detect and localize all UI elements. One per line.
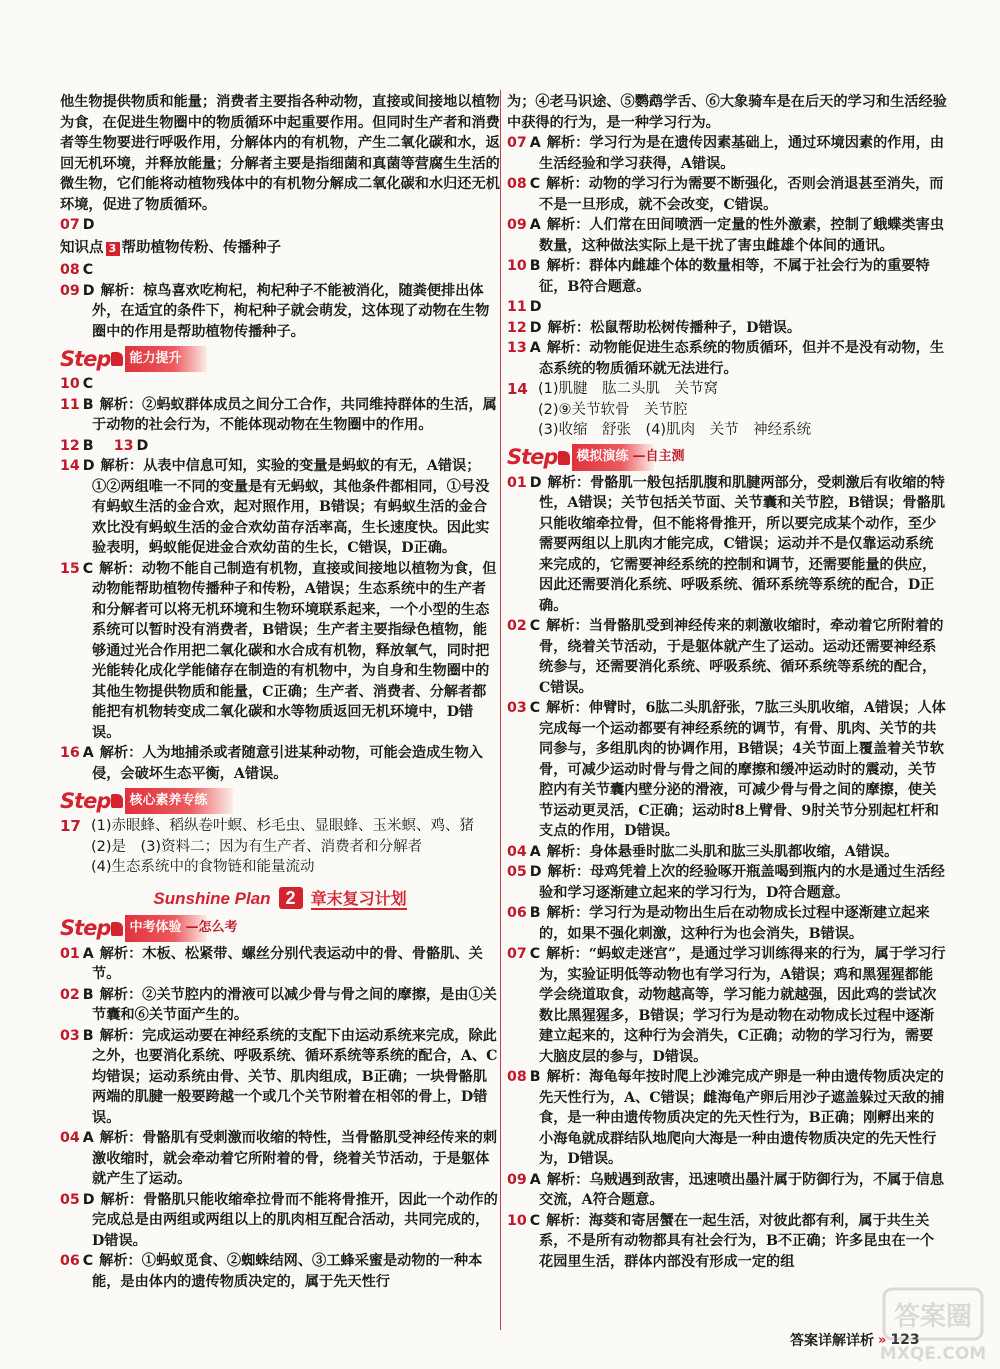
explanation-label: 解析： — [99, 945, 143, 962]
explanation-label: 解析： — [546, 618, 589, 634]
explanation-text: 椋鸟喜欢吃枸杞，枸杞种子不能被消化，随粪便排出体外，在适宜的条件下，枸杞种子就会萌发，这体现了动物在生物圈中的作用是帮助植物传播种子。 — [92, 282, 490, 340]
answer-item — [507, 473, 947, 617]
explanation-label: 解析： — [546, 340, 590, 356]
banner-number: 2 — [279, 887, 303, 909]
answer-letter: D — [529, 864, 542, 880]
explanation-label: 解析： — [546, 1069, 590, 1085]
continuation-text: 为；④老马识途、⑤鹦鹉学舌、⑥大象骑车是在后天的学习和生活经验中获得的行为，是一种学习行为。 — [507, 94, 947, 131]
explanation-text: 母鸡凭着上次的经验啄开瓶盖喝到瓶内的水是通过生活经验和学习逐渐建立起来的学习行为，D符合题意。 — [539, 864, 945, 901]
answer-letter: C — [529, 618, 541, 634]
answer-letter: A — [82, 1130, 94, 1146]
question-number: 11 — [507, 299, 527, 315]
question-number: 13 — [113, 437, 134, 454]
question-number: 05 — [60, 1191, 80, 1208]
answer-letter: A — [529, 843, 541, 860]
answer-item — [60, 743, 500, 784]
answer-letter: D — [82, 282, 95, 299]
answer-item — [60, 1128, 500, 1190]
answer-letter: D — [82, 1191, 95, 1208]
answer-item — [507, 616, 947, 698]
question-number: 01 — [507, 474, 527, 491]
answer-letter: A — [82, 745, 94, 761]
answer-letter: C — [529, 700, 541, 716]
knowledge-point-badge: 3 — [106, 242, 120, 256]
answer-line: (3)收缩 舒张 (4)肌肉 关节 神经系统 — [538, 422, 812, 438]
banner-title: 章末复习计划 — [310, 890, 407, 908]
question-number: 08 — [507, 176, 527, 192]
answer-item — [60, 215, 500, 236]
explanation-label: 解析： — [99, 1253, 142, 1269]
explanation-label: 解析： — [99, 396, 143, 413]
answer-item — [60, 395, 500, 436]
explanation-label: 解析： — [546, 905, 590, 921]
explanation-label: 解析： — [546, 258, 590, 274]
question-number: 02 — [60, 986, 80, 1003]
answer-letter: C — [82, 1253, 94, 1269]
question-number: 10 — [507, 258, 527, 274]
question-number: 09 — [507, 1171, 527, 1188]
question-number: 09 — [60, 282, 80, 299]
explanation-text: 从表中信息可知，实验的变量是蚂蚁的有无，A错误；①②两组唯一不同的变量是有无蚂蚁，其他条件都相同，①号没有蚂蚁生活的金合欢，起对照作用，B错误；有蚂蚁生活的金合欢比没有蚂蚁生活的金合欢幼苗存活率高，生长速度快。因此实验表明，蚂蚁能促进金合欢幼苗的生长，C错误，D正确。 — [92, 458, 490, 556]
step-title: 核心素养专练 — [125, 788, 233, 815]
answer-letter: D — [529, 299, 542, 315]
page-number: 123 — [890, 1332, 920, 1348]
answer-letter: C — [529, 176, 541, 192]
explanation-text: 动物的学习行为需要不断强化，否则会消退甚至消失，而不是一旦形成，就不会改变，C错误。 — [539, 176, 944, 213]
question-number: 10 — [507, 1212, 527, 1229]
explanation-text: 动物不能自己制造有机物，直接或间接地以植物为食，但动物能帮助植物传播种子和传粉，A错误；生态系统中的生产者和分解者可以将无机环境和生物环境联系起来，一个小型的生态系统可以暂时没有消费者，B错误；生产者主要指绿色植物，能够通过光合作用把二氧化碳和水合成有机物，释放氧气，同时把光能转化成化学能储存在制造的有机物中，为自身和生物圈中的其他生物提供物质和能量，C正确；生产者、消费者、分解者都能把有机物转变成二氧化碳和水等物质返回无机环境中，D错误。 — [92, 560, 497, 741]
answer-item — [60, 559, 500, 744]
watermark-text-2: MXQE.COM — [879, 1344, 987, 1364]
knowledge-point-prefix: 知识点 — [60, 239, 104, 256]
step-subtitle: —自主测 — [632, 449, 685, 465]
answer-item — [507, 256, 947, 297]
explanation-text: 动物能促进生态系统的物质循环，但并不是没有动物，生态系统的物质循环就无法进行。 — [539, 340, 945, 377]
column-divider — [500, 90, 501, 1330]
question-number: 06 — [507, 905, 527, 921]
step-logo: Step — [60, 788, 111, 813]
answer-line: (1)赤眼蜂、稻纵卷叶螟、杉毛虫、显眼蜂、玉米螟、鸡、猪 — [91, 818, 475, 834]
explanation-text: 身体悬垂时肱二头肌和肱三头肌都收缩，A错误。 — [589, 843, 899, 860]
answer-item — [507, 1067, 947, 1170]
explanation-label: 解析： — [100, 458, 144, 474]
explanation-label: 解析： — [547, 319, 591, 336]
explanation-text: 松鼠帮助松树传播种子，D错误。 — [590, 319, 802, 336]
question-number: 12 — [60, 437, 80, 454]
answer-item — [60, 436, 500, 457]
explanation-label: 解析： — [546, 700, 589, 716]
explanation-text: 完成运动要在神经系统的支配下由运动系统来完成，除此之外，也要消化系统、呼吸系统、循环系统等系统的配合，A、C均错误；运动系统由骨、关节、肌肉组成，B正确；一块骨骼肌两端的肌腱一般要跨越一个或几个关节附着在相邻的骨上，D错误。 — [92, 1027, 498, 1126]
answer-letter: C — [82, 560, 94, 577]
step-section-header — [507, 445, 947, 471]
explanation-label: 解析： — [99, 745, 143, 761]
question-number: 03 — [60, 1027, 80, 1044]
question-number: 14 — [507, 380, 528, 398]
answer-letter: B — [529, 1069, 541, 1085]
answer-line: (2)是 (3)资料二；因为有生产者、消费者和分解者 — [91, 838, 423, 855]
explanation-label: 解析： — [546, 135, 590, 151]
question-number: 13 — [507, 340, 527, 356]
answer-line: (4)生态系统中的食物链和能量流动 — [91, 859, 315, 875]
step-logo: Step — [60, 916, 111, 941]
answer-letter: C — [529, 946, 541, 962]
answer-item — [507, 842, 947, 863]
answer-letter: B — [529, 258, 541, 274]
step-pencil-icon — [111, 922, 123, 936]
step-pencil-icon — [111, 352, 123, 366]
question-number: 01 — [60, 945, 80, 962]
answer-letter: D — [136, 437, 149, 454]
step-pencil-icon — [558, 451, 570, 465]
answer-letter: B — [82, 396, 94, 413]
step-subtitle: —怎么考 — [185, 920, 238, 936]
explanation-text: 木板、松紧带、螺丝分别代表运动中的骨、骨骼肌、关节。 — [92, 945, 483, 982]
explanation-label: 解析： — [546, 946, 589, 962]
answer-item — [60, 1251, 500, 1292]
step-logo: Step — [507, 445, 558, 470]
answer-item — [507, 338, 947, 379]
explanation-label: 解析： — [100, 282, 144, 299]
answer-item — [507, 944, 947, 1067]
question-number: 04 — [507, 843, 527, 860]
step-section-header — [60, 346, 500, 372]
answer-item — [507, 1170, 947, 1211]
question-number: 04 — [60, 1130, 80, 1146]
explanation-text: 伸臂时，6肱二头肌舒张，7肱三头肌收缩，A错误；人体完成每一个运动都要有神经系统的调节，有骨、肌肉、关节的共同参与，多组肌肉的协调作用，B错误；4关节面上覆盖着关节软骨，可减少运动时骨与骨之间的摩擦和缓冲运动时的震动，关节腔内有关节囊内壁分泌的滑液，可减少骨与骨之间的摩擦，使关节运动更灵活，C正确；运动时8上臂骨、9肘关节分别起杠杆和支点的作用，D错误。 — [539, 700, 946, 839]
question-number: 07 — [60, 217, 80, 233]
question-number: 09 — [507, 217, 527, 233]
answer-item — [507, 698, 947, 842]
question-number: 17 — [60, 817, 81, 835]
answer-line: (2)⑨关节软骨 关节腔 — [538, 401, 688, 418]
answer-letter: A — [529, 1171, 541, 1188]
answer-letter: B — [82, 1027, 94, 1044]
explanation-text: 骨骼肌有受刺激而收缩的特性，当骨骼肌受神经传来的刺激收缩时，就会牵动着它所附着的骨，绕着关节活动，于是躯体就产生了运动。 — [92, 1130, 498, 1187]
answer-letter: C — [82, 262, 94, 278]
left-column — [60, 92, 500, 1292]
step-section-header — [60, 788, 500, 814]
question-number: 15 — [60, 560, 80, 577]
chapter-review-banner — [60, 886, 500, 912]
banner-brand: Sunshine Plan — [153, 888, 271, 908]
answer-letter: B — [529, 905, 541, 921]
knowledge-point-heading — [60, 238, 500, 259]
explanation-text: 骨骼肌只能收缩牵拉骨而不能将骨推开，因此一个动作的完成总是由两组或两组以上的肌肉相互配合活动，共同完成的，D错误。 — [92, 1191, 498, 1249]
answer-item — [507, 379, 947, 441]
explanation-text: 人为地捕杀或者随意引进某种动物，可能会造成生物入侵，会破坏生态平衡，A错误。 — [92, 745, 483, 782]
explanation-text: ②关节腔内的滑液可以减少骨与骨之间的摩擦，是由①关节囊和⑥关节面产生的。 — [92, 986, 497, 1023]
explanation-label: 解析： — [99, 1130, 143, 1146]
answer-letter: C — [82, 376, 94, 392]
answer-item — [507, 174, 947, 215]
answer-letter: A — [82, 945, 94, 962]
explanation-label: 解析： — [547, 474, 591, 491]
step-logo: Step — [60, 346, 111, 371]
question-number: 12 — [507, 319, 527, 336]
watermark-text-1: 答案圈 — [893, 1302, 973, 1332]
explanation-label: 解析： — [100, 1191, 144, 1208]
answer-item — [60, 281, 500, 343]
question-number: 06 — [60, 1253, 80, 1269]
step-pencil-icon — [111, 794, 123, 808]
explanation-text: ②蚂蚁群体成员之间分工合作，共同维持群体的生活，属于动物的社会行为，不能体现动物在生物圈中的作用。 — [92, 396, 497, 433]
step-title: 中考体验 — [125, 915, 207, 942]
answer-letter: D — [529, 474, 542, 491]
explanation-text: 海龟每年按时爬上沙滩完成产卵是一种由遗传物质决定的先天性行为，A、C错误；雌海龟产卵后用沙子遮盖躲过天敌的捕食，是一种由遗传物质决定的先天性行为，B正确；刚孵出来的小海龟就成群结队地爬向大海是一种由遗传物质决定的先天性行为，D错误。 — [539, 1069, 945, 1167]
explanation-text: 当骨骼肌受到神经传来的刺激收缩时，牵动着它所附着的骨，绕着关节活动，于是躯体就产生了运动。运动还需要神经系统参与，还需要消化系统、呼吸系统、循环系统等系统的配合，C错误。 — [539, 618, 944, 696]
question-number: 07 — [507, 135, 527, 151]
explanation-text: 乌贼遇到敌害，迅速喷出墨汁属于防御行为，不属于信息交流，A符合题意。 — [539, 1171, 945, 1208]
answer-letter: B — [82, 437, 94, 454]
answer-item — [60, 1190, 500, 1252]
answer-letter: D — [82, 217, 95, 233]
answer-item — [60, 985, 500, 1026]
explanation-text: 群体内雌雄个体的数量相等，不属于社会行为的重要特征，B符合题意。 — [539, 258, 930, 295]
answer-letter: B — [82, 986, 94, 1003]
explanation-label: 解析： — [99, 560, 142, 577]
explanation-text: 骨骼肌一般包括肌腹和肌腱两部分，受刺激后有收缩的特性，A错误；关节包括关节面、关节囊和关节腔，B错误；骨骼肌只能收缩牵拉骨，但不能将骨推开，所以要完成某个动作，至少需要两组以上肌肉才能完成，C错误；运动并不是仅靠运动系统来完成的，它需要神经系统的控制和调节，还需要能量的供应，因此还需要消化系统、呼吸系统、循环系统等系统的配合，D正确。 — [539, 474, 946, 614]
answer-item — [507, 133, 947, 174]
question-number: 10 — [60, 376, 80, 392]
explanation-text: 海葵和寄居蟹在一起生活，对彼此都有利，属于共生关系，不是所有动物都具有社会行为，B不正确；许多昆虫在一个花园里生活，群体内部没有形成一定的组 — [539, 1212, 935, 1270]
answer-item — [507, 215, 947, 256]
right-column — [507, 92, 947, 1272]
answer-item — [507, 318, 947, 339]
double-chevron-icon: » — [878, 1332, 887, 1348]
answer-item — [60, 944, 500, 985]
answer-letter: D — [82, 458, 95, 474]
explanation-text: ①蚂蚁觅食、②蜘蛛结网、③工蜂采蜜是动物的一种本能，是由体内的遗传物质决定的，属于先天性行 — [92, 1253, 483, 1290]
answer-item — [60, 260, 500, 281]
explanation-label: 解析： — [546, 1212, 589, 1229]
question-number: 08 — [507, 1069, 527, 1085]
answer-item — [507, 903, 947, 944]
question-number: 05 — [507, 864, 527, 880]
answer-letter: D — [529, 319, 542, 336]
answer-line: (1)肌腱 肱二头肌 关节窝 — [538, 381, 719, 397]
footer-label: 答案详解详析 — [790, 1333, 874, 1349]
explanation-label: 解析： — [546, 217, 590, 233]
explanation-label: 解析： — [99, 986, 143, 1003]
watermark-logo — [878, 1285, 988, 1365]
explanation-label: 解析： — [546, 176, 589, 192]
answer-letter: A — [529, 340, 541, 356]
answer-item — [507, 862, 947, 903]
explanation-label: 解析： — [547, 864, 591, 880]
explanation-label: 解析： — [546, 843, 590, 860]
explanation-text: 学习行为是动物出生后在动物成长过程中逐渐建立起来的，如果不强化刺激，这种行为也会消失，B错误。 — [539, 905, 930, 942]
continuation-text: 他生物提供物质和能量；消费者主要指各种动物，直接或间接地以植物为食，在促进生物圈中的物质循环中起重要作用。但同时生产者和消费者等生物要进行呼吸作用，分解体内的有机物，产生二氧化碳和水，返回无机环境，并释放能量；分解者主要是指细菌和真菌等营腐生生活的微生物，它们能将动植物残体中的有机物分解成二氧化碳和水归还无机环境，促进了物质循环。 — [60, 94, 500, 213]
knowledge-point-title: 帮助植物传粉、传播种子 — [121, 239, 281, 256]
answer-item — [507, 1211, 947, 1273]
question-number: 11 — [60, 396, 80, 413]
answer-letter: C — [529, 1212, 541, 1229]
question-number: 07 — [507, 946, 527, 962]
question-number: 08 — [60, 262, 80, 278]
answer-item — [60, 816, 500, 878]
answer-item — [507, 297, 947, 318]
answer-letter: A — [529, 217, 541, 233]
answer-item — [60, 456, 500, 559]
explanation-text: 人们常在田间喷洒一定量的性外激素，控制了蛾蝶类害虫数量，这种做法实际上是干扰了害虫雌雄个体间的通讯。 — [539, 217, 945, 254]
question-number: 02 — [507, 618, 527, 634]
explanation-text: “蚂蚁走迷宫”，是通过学习训练得来的行为，属于学习行为，实验证明低等动物也有学习行为，A错误；鸡和黑猩猩都能学会绕道取食，动物越高等，学习能力就越强，因此鸡的尝试次数比黑猩猩多，B错误；学习行为是动物在动物成长过程中逐渐建立起来的，这种行为会消失，C正确；动物的学习行为，需要大脑皮层的参与，D错误。 — [539, 946, 946, 1065]
question-number: 14 — [60, 458, 80, 474]
answer-item — [60, 374, 500, 395]
explanation-label: 解析： — [546, 1171, 590, 1188]
step-title: 能力提升 — [125, 346, 207, 373]
explanation-label: 解析： — [99, 1027, 143, 1044]
answer-letter: A — [529, 135, 541, 151]
step-title: 模拟演练 — [572, 444, 654, 471]
explanation-text: 学习行为是在遗传因素基础上，通过环境因素的作用，由生活经验和学习获得，A错误。 — [539, 135, 945, 172]
question-number: 03 — [507, 700, 527, 716]
answer-item — [60, 1026, 500, 1129]
question-number: 16 — [60, 745, 80, 761]
step-section-header — [60, 916, 500, 942]
